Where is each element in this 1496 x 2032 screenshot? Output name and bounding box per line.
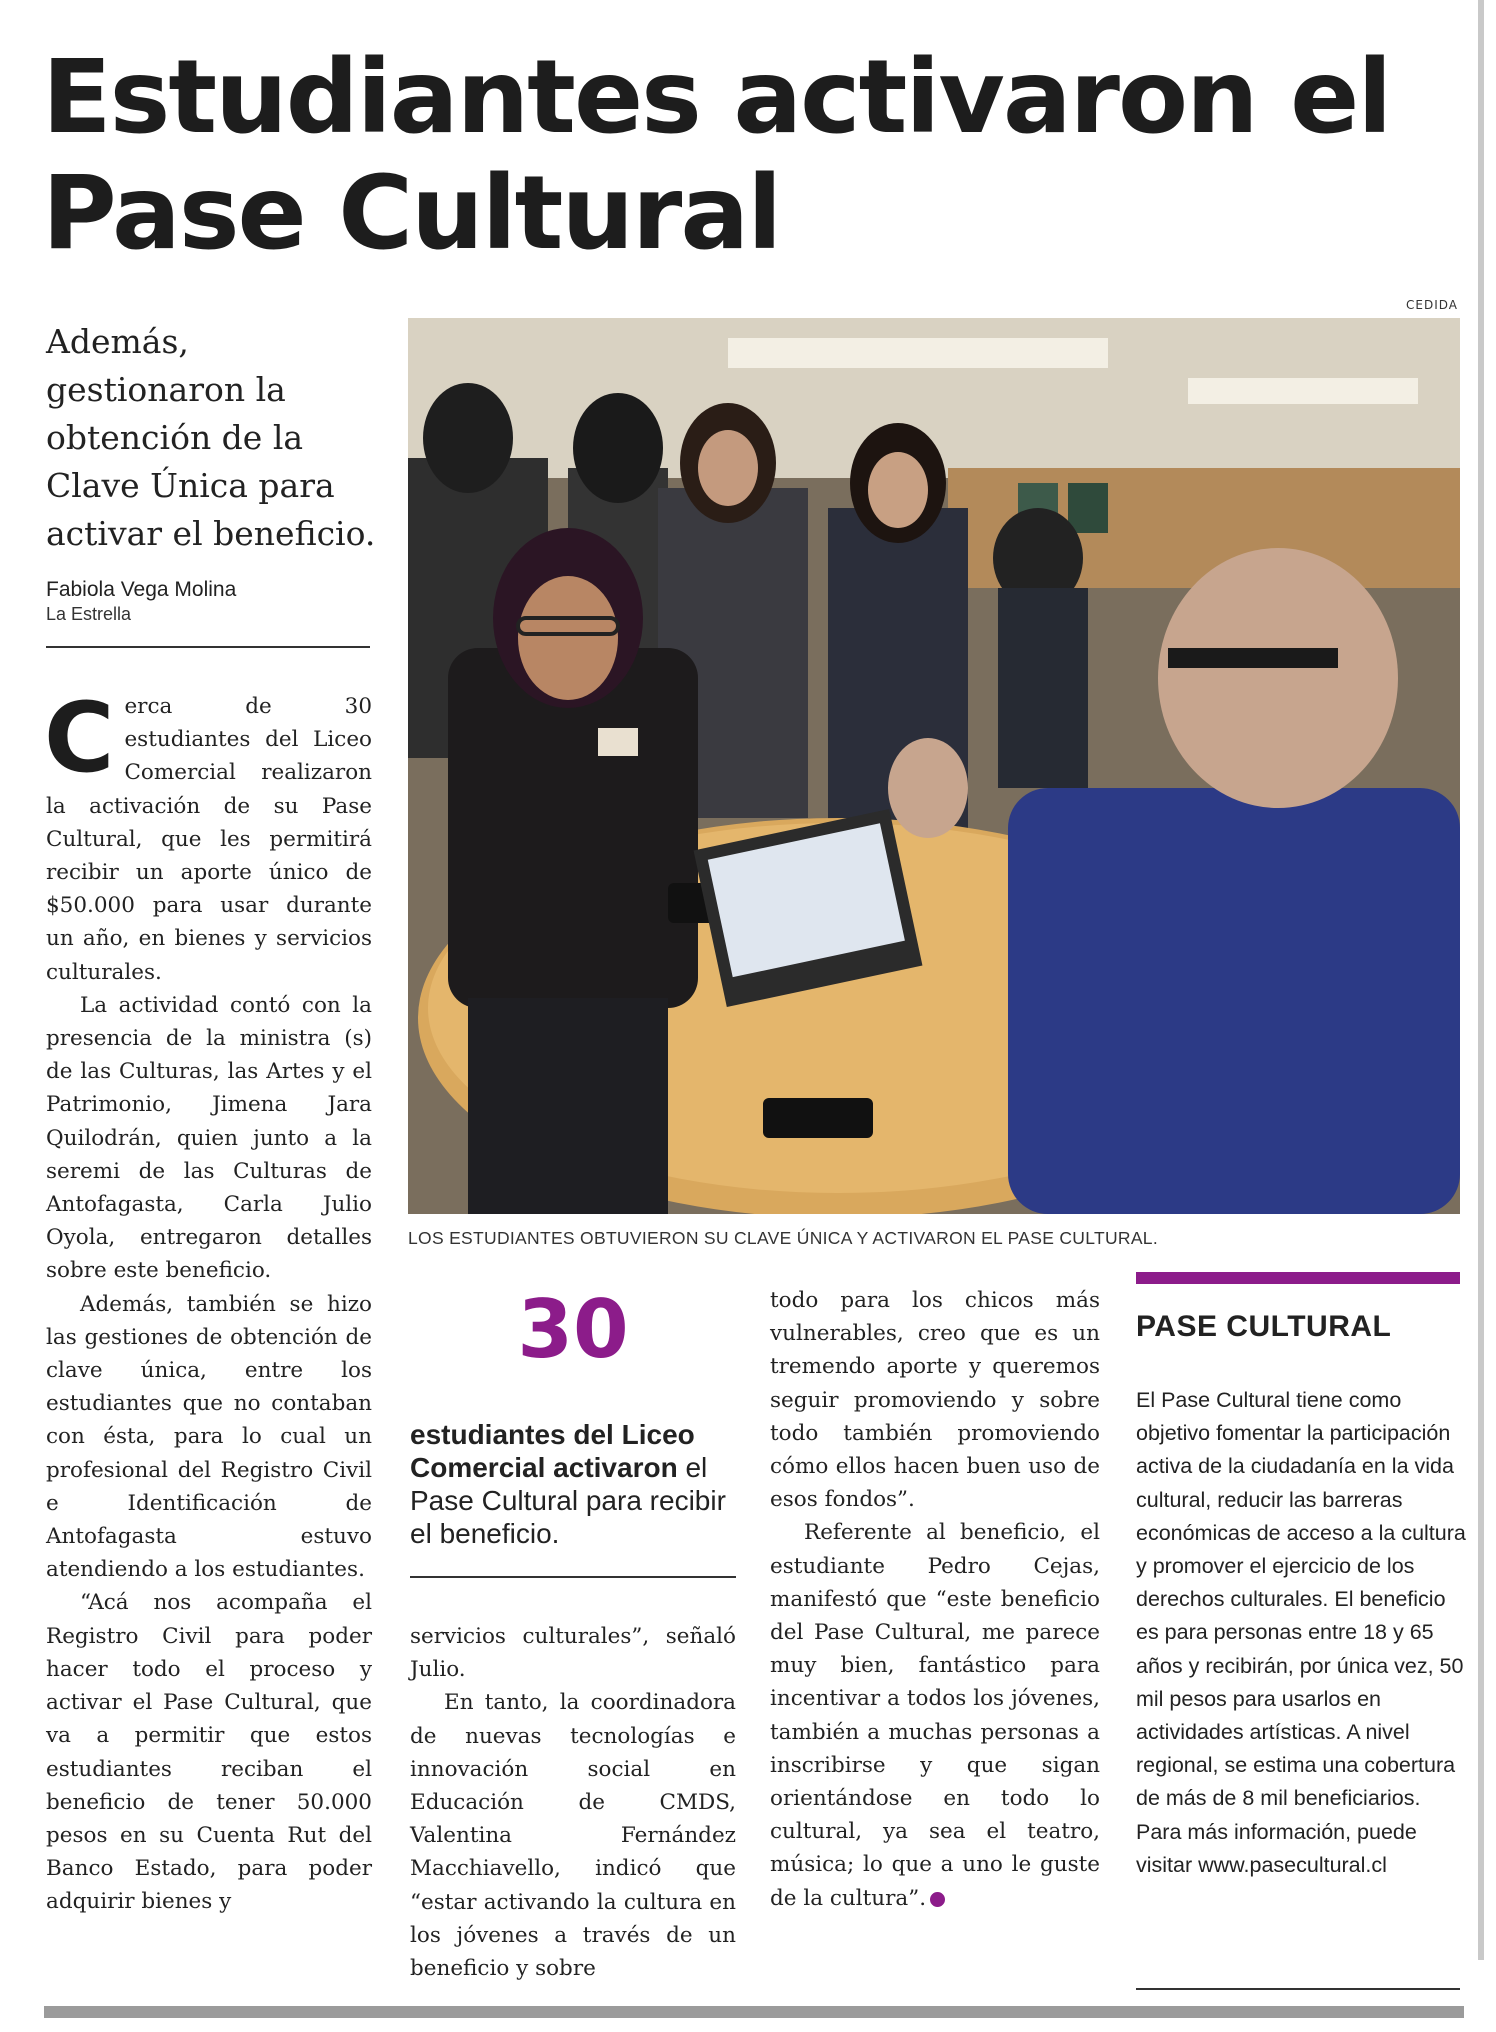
subheadline: Además, gestionaron la obtención de la Clave Única para activar el beneficio. <box>46 322 376 553</box>
stat-description <box>410 1418 740 1550</box>
article-photo <box>408 318 1460 1214</box>
paragraph-6: En tanto, la coordinadora de nuevas tecnologías e innovación social en Educación de CMDS, Valentina Fernández Macchiavello, indicó que “estar activando la cultura en los jóvenes a través de un beneficio y sobre <box>410 1690 736 1982</box>
sidebar-accent-bar <box>1136 1272 1460 1284</box>
byline <box>46 578 236 625</box>
photo-credit: CEDIDA <box>1406 298 1458 312</box>
stat-number: 30 <box>517 1283 629 1376</box>
stat-rest-text: el Pase Cultural para recibir el beneficio. <box>410 1452 726 1549</box>
paragraph-1 <box>44 682 372 989</box>
article-column-1 <box>44 682 372 1919</box>
stat-bold-text: estudiantes del Liceo Comercial activaron <box>410 1419 695 1483</box>
paragraph-2: La actividad contó con la presencia de la ministra (s) de las Culturas, las Artes y el Patrimonio, Jimena Jara Quilodrán, quien junto a la seremi de las Culturas de Antofagasta, Carla Julio Oyola, entregaron detalles sobre este beneficio. <box>46 992 372 1284</box>
outlet-name: La Estrella <box>46 604 132 624</box>
author-name: Fabiola Vega Molina <box>46 578 237 601</box>
paragraph-8-text: Referente al beneficio, el estudiante Pedro Cejas, manifestó que “este beneficio del Pase Cultural, me parece muy bien, fantástico para incentivar a todos los jóvenes, también a muchas personas a inscribirse y que sigan orientándose en todo lo cultural, ya sea el teatro, música; lo que a uno le guste de la cultura”. <box>770 1520 1100 1911</box>
paragraph-1-text: erca de 30 estudiantes del Liceo Comercial realizaron la activación de su Pase Cultural, que les permitirá recibir un aporte único de $50.000 para usar durante un año, en bienes y servicios culturales. <box>46 694 372 985</box>
paragraph-4: “Acá nos acompaña el Registro Civil para poder hacer todo el proceso y activar el Pase Cultural, que va a permitir que estos estudiantes reciban el beneficio de tener 50.000 pesos en su Cuenta Rut del Banco Estado, para poder adquirir bienes y <box>46 1590 372 1915</box>
paragraph-8 <box>770 1516 1100 1914</box>
paragraph-3: Además, también se hizo las gestiones de obtención de clave única, entre los estudiantes que no contaban con ésta, para lo cual un profesional del Registro Civil e Identificación de Antofagasta estuvo atendiendo a los estudiantes. <box>46 1291 372 1583</box>
page-edge-rule <box>1478 0 1484 1960</box>
star-end-icon: ✦ <box>930 1892 945 1907</box>
paragraph-5: servicios culturales”, señaló Julio. <box>410 1624 736 1683</box>
byline-divider <box>46 646 370 648</box>
article-column-2 <box>410 1620 736 1985</box>
headline: Estudiantes activaron el Pase Cultural <box>42 38 1391 273</box>
photo-caption: LOS ESTUDIANTES OBTUVIERON SU CLAVE ÚNICA Y ACTIVARON EL PASE CULTURAL. <box>408 1228 1159 1248</box>
paragraph-7: todo para los chicos más vulnerables, creo que es un tremendo aporte y queremos seguir promoviendo y sobre todo también promoviendo cómo ellos hacen buen uso de esos fondos”. <box>770 1288 1100 1513</box>
sidebar-title: PASE CULTURAL <box>1136 1310 1392 1343</box>
classroom-photo-illustration <box>408 318 1460 1214</box>
drop-cap: C <box>44 682 115 794</box>
stat-divider <box>410 1576 736 1578</box>
article-column-3 <box>770 1284 1100 1915</box>
sidebar-body: El Pase Cultural tiene como objetivo fomentar la participación activa de la ciudadanía en la vida cultural, reducir las barreras económicas de acceso a la cultura y promover el ejercicio de los derechos culturales. El beneficio es para personas entre 18 y 65 años y recibirán, por única vez, 50 mil pesos para usarlos en actividades artísticas. A nivel regional, se estima una cobertura de más de 8 mil beneficiarios. Para más información, puede visitar www.pasecultural.cl <box>1136 1388 1466 1877</box>
sidebar-bottom-rule <box>1136 1988 1460 1990</box>
page-bottom-bar <box>44 2006 1464 2018</box>
